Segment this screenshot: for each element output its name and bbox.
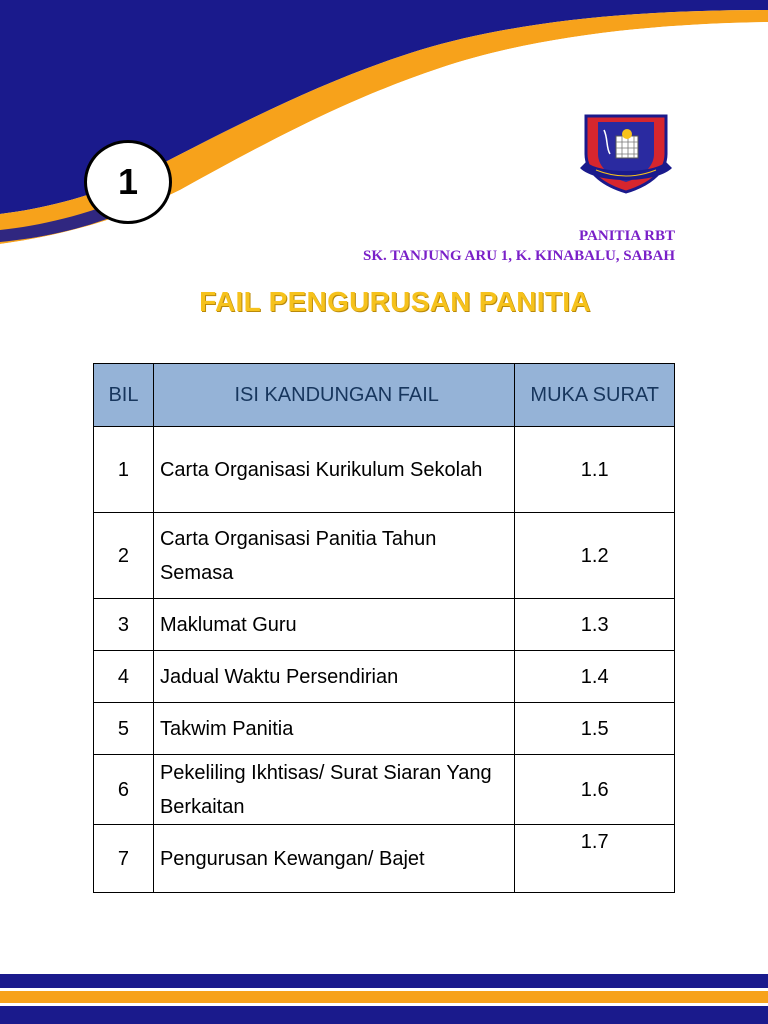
- row-bil: 5: [94, 703, 154, 755]
- school-name: SK. TANJUNG ARU 1, K. KINABALU, SABAH: [363, 248, 675, 264]
- row-isi: Jadual Waktu Persendirian: [153, 651, 514, 703]
- row-muka: 1.2: [515, 513, 675, 599]
- row-bil: 2: [94, 513, 154, 599]
- table-row: [94, 825, 675, 893]
- row-muka: 1.1: [515, 427, 675, 513]
- row-bil: 3: [94, 599, 154, 651]
- row-muka: 1.4: [515, 651, 675, 703]
- row-isi: Pengurusan Kewangan/ Bajet: [153, 825, 514, 893]
- row-bil: 6: [94, 755, 154, 825]
- row-bil: 4: [94, 651, 154, 703]
- table-row: [94, 755, 675, 825]
- table-header-row: [94, 364, 675, 427]
- header-bil: BIL: [94, 364, 154, 427]
- row-bil: 7: [94, 825, 154, 893]
- document-title: FAIL PENGURUSAN PANITIA: [199, 286, 591, 317]
- table-row: [94, 599, 675, 651]
- row-isi: Takwim Panitia: [153, 703, 514, 755]
- panitia-label: PANITIA RBT: [579, 228, 675, 244]
- row-muka: 1.6: [515, 755, 675, 825]
- row-muka: 1.3: [515, 599, 675, 651]
- page-number-badge: [84, 140, 172, 224]
- page-number: 1: [117, 161, 139, 202]
- row-muka: 1.5: [515, 703, 675, 755]
- row-isi: Carta Organisasi Kurikulum Sekolah: [153, 427, 514, 513]
- row-isi: Pekeliling Ikhtisas/ Surat Siaran Yang Berkaitan: [153, 755, 514, 825]
- row-muka: 1.7: [515, 825, 675, 893]
- school-crest-logo: [576, 108, 676, 196]
- row-bil: 1: [94, 427, 154, 513]
- contents-table: [93, 363, 675, 893]
- table-row: [94, 427, 675, 513]
- table-row: [94, 651, 675, 703]
- row-isi: Maklumat Guru: [153, 599, 514, 651]
- row-isi: Carta Organisasi Panitia Tahun Semasa: [153, 513, 514, 599]
- header-isi-kandungan: ISI KANDUNGAN FAIL: [153, 364, 514, 427]
- table-row: [94, 703, 675, 755]
- header-muka-surat: MUKA SURAT: [515, 364, 675, 427]
- table-row: [94, 513, 675, 599]
- footer-stripes-decoration: [0, 974, 768, 1024]
